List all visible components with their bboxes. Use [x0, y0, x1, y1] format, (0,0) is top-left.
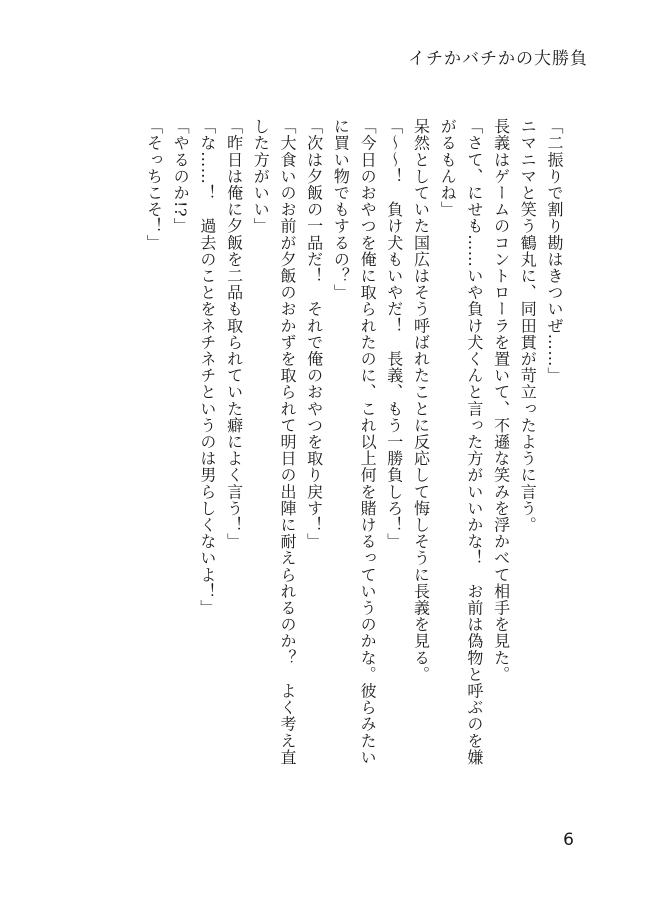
- body-text-column-block: [140, 118, 567, 798]
- text-line: に買い物でもするの？」: [331, 118, 351, 301]
- text-line: 「今日のおやつを俺に取られたのに、これ以上何を賭けるっていうのかな。彼らみたい: [358, 118, 378, 766]
- text-line: 「昨日は俺に夕飯を二品も取られていた癖によく言う！」: [224, 118, 244, 550]
- text-line: 「やるのか!?」: [171, 118, 191, 234]
- text-line: 「大食いのお前が夕飯のおかずを取られて明日の出陣に耐えられるのか？ よく考え直: [277, 118, 297, 766]
- text-line: した方がいい」: [251, 118, 271, 235]
- text-line: 「～～！ 負け犬もいやだ！ 長義、もう一勝負しろ！」: [384, 118, 404, 550]
- text-line: 「さて、にせも……いや負け犬くんと言った方がいいかな！ お前は偽物と呼ぶのを嫌: [464, 118, 484, 766]
- text-line: 呆然としていた国広はそう呼ばれたことに反応して悔しそうに長義を見る。: [411, 118, 431, 683]
- text-line: ニマニマと笑う鶴丸に、同田貫が苛立ったように言う。: [518, 118, 538, 533]
- running-header-title: イチかバチかの大勝負: [408, 49, 588, 69]
- text-line: 「次は夕飯の一品だ！ それで俺のおやつを取り戻す！」: [304, 118, 324, 550]
- text-line: 「二振りで割り勘はきついぜ……」: [545, 118, 564, 384]
- text-line: 「そっちこそ！」: [144, 118, 164, 251]
- text-line: 「な……！ 過去のことをネチネチというのは男らしくないよ！」: [197, 118, 217, 616]
- text-line: がるもんね」: [438, 118, 458, 218]
- page-number: 6: [563, 830, 574, 850]
- text-line: 長義はゲームのコントローラを置いて、不遜な笑みを浮かべて相手を見た。: [491, 118, 511, 683]
